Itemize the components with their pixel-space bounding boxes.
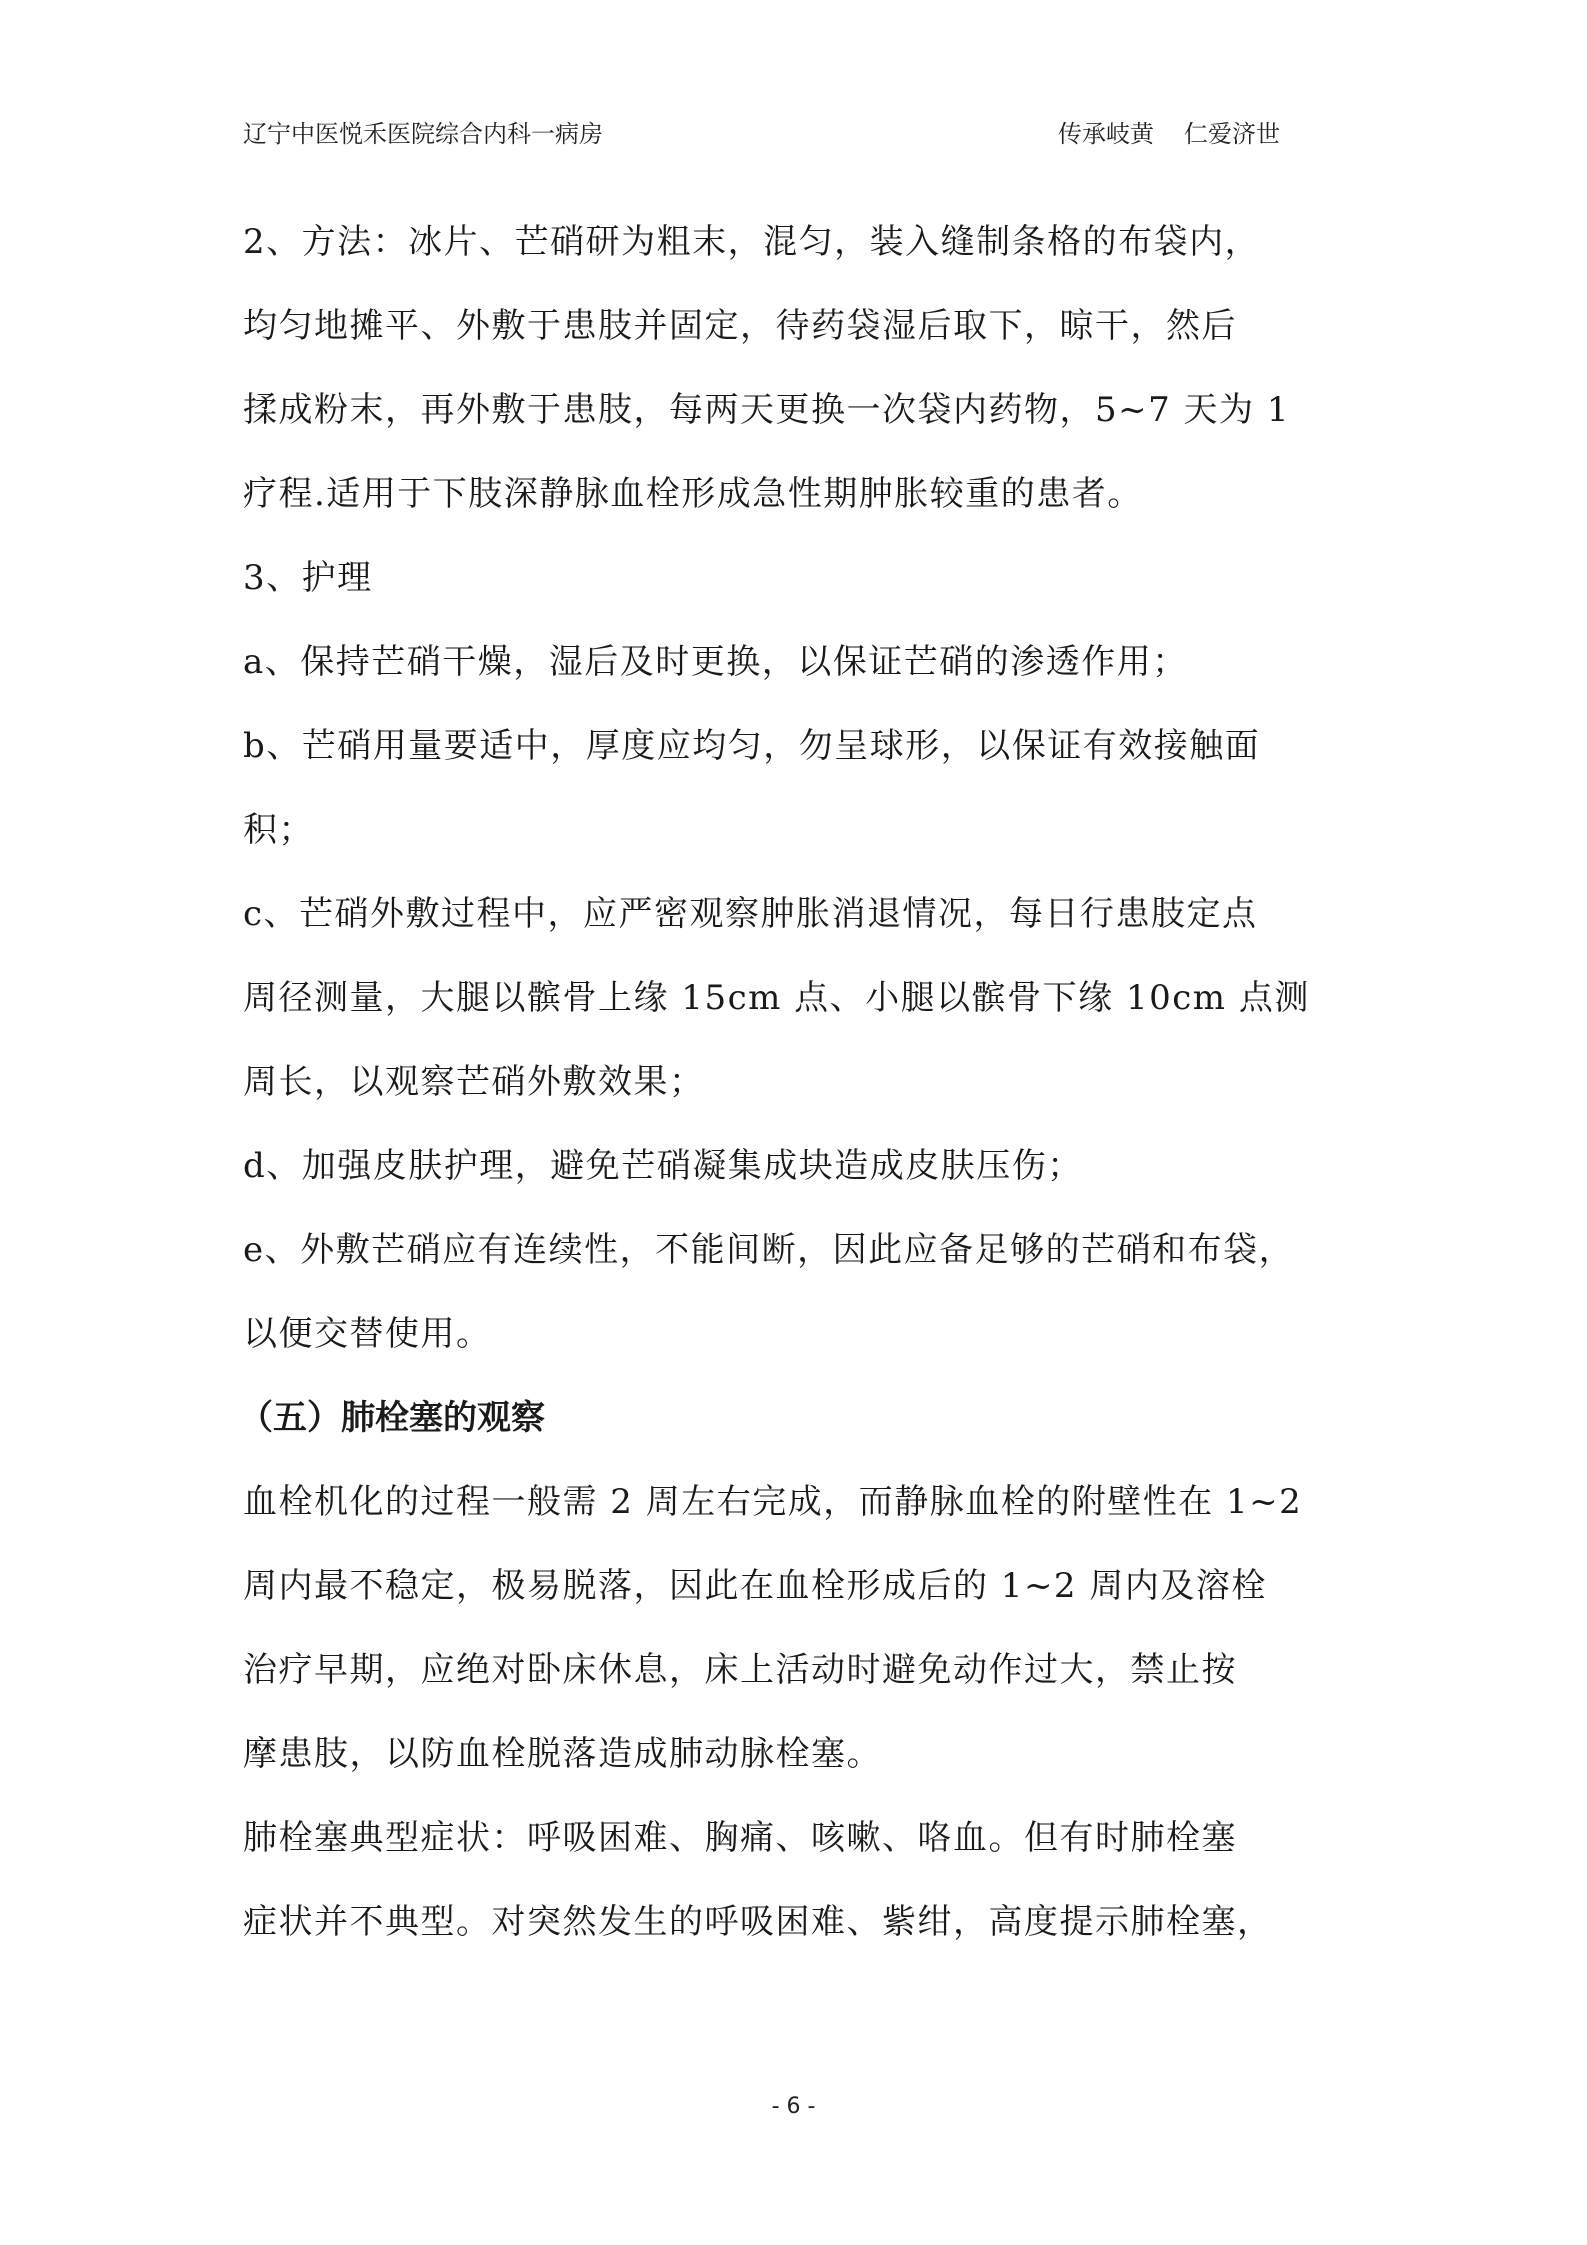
- header-hospital-name: 辽宁中医悦禾医院综合内科一病房: [243, 120, 603, 148]
- paragraph-line: 周径测量，大腿以髌骨上缘 15cm 点、小腿以髌骨下缘 10cm 点测: [243, 978, 1310, 1018]
- paragraph-line: 周长，以观察芒硝外敷效果；: [243, 1062, 705, 1102]
- section-heading: （五）肺栓塞的观察: [239, 1398, 545, 1438]
- paragraph-line: 揉成粉末，再外敷于患肢，每两天更换一次袋内药物，5~7 天为 1: [243, 390, 1290, 430]
- page-number: - 6 -: [771, 2094, 816, 2119]
- paragraph-line: e、外敷芒硝应有连续性，不能间断，因此应备足够的芒硝和布袋，: [243, 1230, 1295, 1270]
- paragraph-line: 2、方法：冰片、芒硝研为粗末，混匀，装入缝制条格的布袋内，: [243, 222, 1261, 262]
- paragraph-line: c、芒硝外敷过程中，应严密观察肿胀消退情况，每日行患肢定点: [243, 894, 1258, 934]
- subsection-title: 3、护理: [243, 558, 373, 598]
- paragraph-line: 症状并不典型。对突然发生的呼吸困难、紫绀，高度提示肺栓塞，: [243, 1902, 1273, 1942]
- paragraph-line: 血栓机化的过程一般需 2 周左右完成，而静脉血栓的附壁性在 1~2: [243, 1482, 1303, 1522]
- header-motto-part-2: 仁爱济世: [1184, 120, 1280, 148]
- paragraph-line: 摩患肢，以防血栓脱落造成肺动脉栓塞。: [243, 1734, 882, 1774]
- header-divider: [243, 152, 1343, 153]
- paragraph-line: 均匀地摊平、外敷于患肢并固定，待药袋湿后取下，晾干，然后: [243, 306, 1237, 346]
- paragraph-line: 疗程.适用于下肢深静脉血栓形成急性期肿胀较重的患者。: [243, 474, 1143, 514]
- paragraph-line: d、加强皮肤护理，避免芒硝凝集成块造成皮肤压伤；: [243, 1146, 1083, 1186]
- paragraph-line: b、芒硝用量要适中，厚度应均匀，勿呈球形，以保证有效接触面: [243, 726, 1261, 766]
- header-motto: [1058, 114, 1280, 149]
- paragraph-line: 以便交替使用。: [243, 1314, 492, 1354]
- paragraph-line: a、保持芒硝干燥，湿后及时更换，以保证芒硝的渗透作用；: [243, 642, 1188, 682]
- header-motto-part-1: 传承岐黄: [1058, 120, 1154, 148]
- paragraph-line: 积；: [243, 810, 314, 850]
- paragraph-line: 周内最不稳定，极易脱落，因此在血栓形成后的 1~2 周内及溶栓: [243, 1566, 1267, 1606]
- document-body: [239, 200, 1363, 1964]
- paragraph-line: 肺栓塞典型症状：呼吸困难、胸痛、咳嗽、咯血。但有时肺栓塞: [243, 1818, 1237, 1858]
- paragraph-line: 治疗早期，应绝对卧床休息，床上活动时避免动作过大，禁止按: [243, 1650, 1237, 1690]
